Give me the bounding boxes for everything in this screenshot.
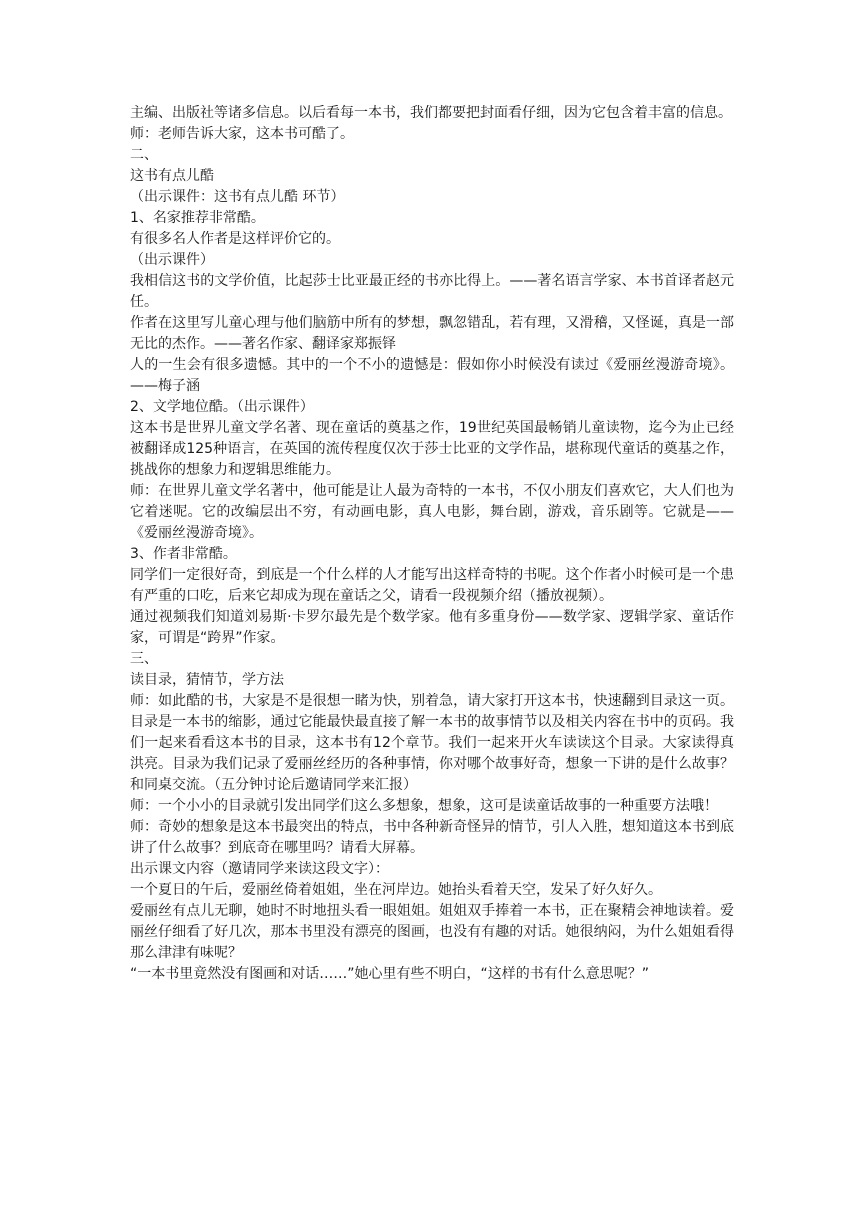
- quote-zheng-zhenduo: 作者在这里写儿童心理与他们脑筋中所有的梦想，飘忽错乱，若有理，又滑稽，又怪诞，真是一部无比的杰作。——著名作家、翻译家郑振铎: [130, 315, 734, 352]
- point-2-heading: 2、文学地位酷。（出示课件）: [130, 399, 314, 415]
- section-number-three: 三、: [130, 651, 158, 667]
- paragraph-celebrity-review: 有很多名人作者是这样评价它的。: [130, 231, 340, 247]
- section-title-contents: 读目录，猜情节，学方法: [130, 672, 284, 688]
- quote-zhao-yuanren: 我相信这书的文学价值，比起莎士比亚最正经的书亦比得上。——著名语言学家、本书首译者赵元任。: [130, 273, 734, 310]
- paragraph-big-screen: 师：奇妙的想象是这本书最突出的特点，书中各种新奇怪异的情节，引人入胜，想知道这本书到底讲了什么故事？到底奇在哪里吗？请看大屏幕。: [130, 819, 734, 856]
- document-body: [130, 103, 734, 985]
- paragraph-show-text: 出示课文内容（邀请同学来读这段文字）：: [130, 861, 389, 877]
- story-paragraph-2: 爱丽丝有点儿无聊，她时不时地扭头看一眼姐姐。姐姐双手捧着一本书，正在聚精会神地读着。爱丽丝仔细看了好几次，那本书里没有漂亮的图画，也没有有趣的对话。她很纳闷，为什么姐姐看得那么津津有味呢？: [130, 903, 734, 961]
- paragraph-imagination-method: 师：一个小小的目录就引发出同学们这么多想象，想象，这可是读童话故事的一种重要方法哦！: [130, 798, 718, 814]
- paragraph-table-of-contents: 师：如此酷的书，大家是不是很想一睹为快，别着急，请大家打开这本书，快速翻到目录这一页。目录是一本书的缩影，通过它能最快最直接了解一本书的故事情节以及相关内容在书中的页码。我们一起来看看这本书的目录，这本书有12个章节。我们一起来开火车读读这个目录。大家读得真洪亮。目录为我们记录了爱丽丝经历的各种事情，你对哪个故事好奇，想象一下讲的是什么故事？和同桌交流。（五分钟讨论后邀请同学来汇报）: [130, 693, 734, 793]
- paragraph-author-intro: 同学们一定很好奇，到底是一个什么样的人才能写出这样奇特的书呢。这个作者小时候可是一个患有严重的口吃，后来它却成为现在童话之父，请看一段视频介绍（播放视频）。: [130, 567, 734, 604]
- point-1-heading: 1、名家推荐非常酷。: [130, 210, 265, 226]
- courseware-note: （出示课件：这书有点儿酷 环节）: [130, 189, 345, 205]
- paragraph-teacher-classic: 师：在世界儿童文学名著中，他可能是让人最为奇特的一本书，不仅小朋友们喜欢它，大人们也为它着迷呢。它的改编层出不穷，有动画电影，真人电影，舞台剧，游戏，音乐剧等。它就是——《爱丽丝漫游奇境》。: [130, 483, 734, 541]
- paragraph-teacher-cool: 师：老师告诉大家，这本书可酷了。: [130, 126, 354, 142]
- paragraph-literary-status: 这本书是世界儿童文学名著、现在童话的奠基之作，19世纪英国最畅销儿童读物，迄今为止已经被翻译成125种语言，在英国的流传程度仅次于莎士比亚的文学作品，堪称现代童话的奠基之作，挑战你的想象力和逻辑思维能力。: [130, 420, 734, 478]
- paragraph-cover-info: 主编、出版社等诸多信息。以后看每一本书，我们都要把封面看仔细，因为它包含着丰富的信息。: [130, 105, 732, 121]
- section-title-cool-book: 这书有点儿酷: [130, 168, 214, 184]
- story-paragraph-1: 一个夏日的午后，爱丽丝倚着姐姐，坐在河岸边。她抬头看着天空，发呆了好久好久。: [130, 882, 662, 898]
- section-number-two: 二、: [130, 147, 158, 163]
- point-3-heading: 3、作者非常酷。: [130, 546, 237, 562]
- courseware-note: （出示课件）: [130, 252, 214, 268]
- story-paragraph-3: “一本书里竟然没有图画和对话……”她心里有些不明白，“这样的书有什么意思呢？”: [130, 966, 650, 982]
- quote-mei-zihan: 人的一生会有很多遗憾。其中的一个不小的遗憾是：假如你小时候没有读过《爱丽丝漫游奇境》。——梅子涵: [130, 357, 734, 394]
- paragraph-lewis-carroll: 通过视频我们知道刘易斯·卡罗尔最先是个数学家。他有多重身份——数学家、逻辑学家、童话作家，可谓是“跨界”作家。: [130, 609, 734, 646]
